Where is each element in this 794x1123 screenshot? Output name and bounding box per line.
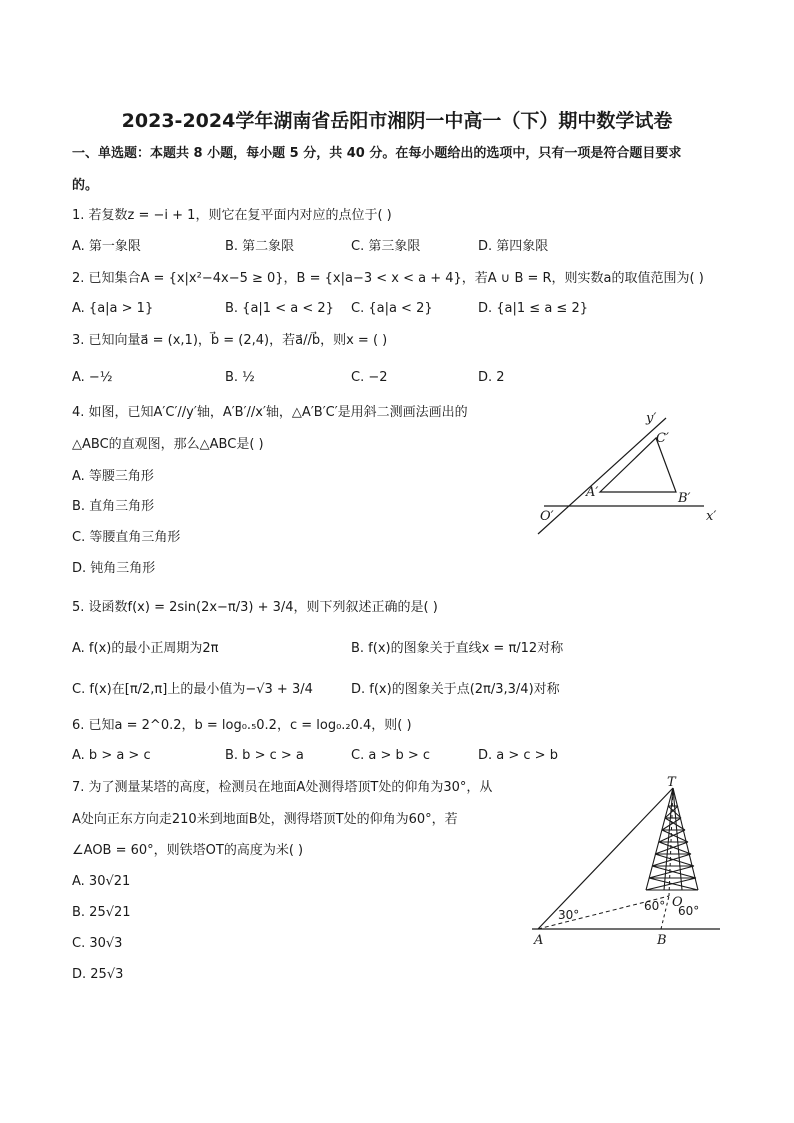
- question-2-option-a: A. {a|a > 1}: [72, 301, 154, 316]
- tower-figure: [528, 772, 728, 950]
- question-7-option-c: C. 30√3: [72, 936, 123, 951]
- question-5-option-c: C. f(x)在[π/2,π]上的最小值为−√3 + 3/4: [72, 682, 313, 697]
- question-1-option-b: B. 第二象限: [225, 239, 295, 254]
- angle-a-label: 30°: [558, 908, 580, 922]
- label-c-prime: C′: [656, 431, 669, 446]
- question-2-stem: 2. 已知集合A = {x|x²−4x−5 ≥ 0}，B = {x|a−3 < x < a + 4}，若A ∪ B = R，则实数a的取值范围为( ): [72, 271, 704, 286]
- label-a-prime: A′: [586, 485, 599, 500]
- question-5-option-b: B. f(x)的图象关于直线x = π/12对称: [351, 641, 564, 656]
- question-7-option-b: B. 25√21: [72, 905, 131, 920]
- question-4-option-c: C. 等腰直角三角形: [72, 530, 181, 545]
- triangle-abc-prime: [600, 438, 676, 492]
- question-1-stem: 1. 若复数z = −i + 1，则它在复平面内对应的点位于( ): [72, 208, 392, 223]
- question-1-option-c: C. 第三象限: [351, 239, 421, 254]
- question-6-stem: 6. 已知a = 2^0.2，b = log₀.₅0.2，c = log₀.₂0.4，则( ): [72, 718, 412, 733]
- question-6-option-a: A. b > a > c: [72, 748, 151, 763]
- oblique-projection-figure: [530, 400, 730, 540]
- question-3-option-b: B. ½: [225, 370, 255, 385]
- angle-b-label: 60°: [644, 899, 666, 913]
- question-4-option-d: D. 钝角三角形: [72, 561, 156, 576]
- question-6-option-d: D. a > c > b: [478, 748, 558, 763]
- tower-icon: [646, 788, 698, 890]
- angle-o-label: 60°: [678, 904, 700, 918]
- question-4-option-b: B. 直角三角形: [72, 499, 155, 514]
- question-7-stem-cont-1: A处向正东方向走210米到地面B处，测得塔顶T处的仰角为60°，若: [72, 812, 458, 827]
- section-heading-cont: 的。: [72, 178, 99, 193]
- label-o-prime: O′: [540, 509, 554, 524]
- question-1-option-d: D. 第四象限: [478, 239, 549, 254]
- question-3-option-d: D. 2: [478, 370, 505, 385]
- question-4-stem-cont: △ABC的直观图，那么△ABC是( ): [72, 437, 264, 452]
- label-x-prime: x′: [706, 509, 717, 524]
- question-7-option-d: D. 25√3: [72, 967, 124, 982]
- question-5-option-d: D. f(x)的图象关于点(2π/3,3/4)对称: [351, 682, 560, 697]
- label-o: O: [672, 895, 683, 910]
- question-7-option-a: A. 30√21: [72, 874, 131, 889]
- question-3-option-c: C. −2: [351, 370, 388, 385]
- label-b: B: [657, 933, 667, 948]
- label-b-prime: B′: [678, 491, 691, 506]
- question-3-stem: 3. 已知向量a⃗ = (x,1)，b⃗ = (2,4)，若a⃗//b⃗，则x = ( ): [72, 333, 388, 348]
- question-2-option-d: D. {a|1 ≤ a ≤ 2}: [478, 301, 588, 316]
- question-6-option-b: B. b > c > a: [225, 748, 304, 763]
- question-2-option-c: C. {a|a < 2}: [351, 301, 433, 316]
- page-title: 2023-2024学年湖南省岳阳市湘阴一中高一（下）期中数学试卷: [121, 110, 673, 132]
- question-7-stem: 7. 为了测量某塔的高度，检测员在地面A处测得塔顶T处的仰角为30°，从: [72, 780, 493, 795]
- question-4-stem: 4. 如图，已知A′C′//y′轴，A′B′//x′轴，△A′B′C′是用斜二测画法画出的: [72, 405, 468, 420]
- label-a: A: [534, 933, 544, 948]
- question-3-option-a: A. −½: [72, 370, 113, 385]
- label-y-prime: y′: [646, 411, 657, 426]
- question-5-option-a: A. f(x)的最小正周期为2π: [72, 641, 219, 656]
- question-5-stem: 5. 设函数f(x) = 2sin(2x−π/3) + 3/4，则下列叙述正确的是( ): [72, 600, 438, 615]
- question-6-option-c: C. a > b > c: [351, 748, 431, 763]
- question-2-option-b: B. {a|1 < a < 2}: [225, 301, 334, 316]
- section-heading: 一、单选题：本题共 8 小题，每小题 5 分，共 40 分。在每小题给出的选项中，只有一项是符合题目要求: [72, 146, 682, 161]
- question-7-stem-cont-2: ∠AOB = 60°，则铁塔OT的高度为米( ): [72, 843, 304, 858]
- y-prime-axis: [538, 418, 666, 534]
- question-1-option-a: A. 第一象限: [72, 239, 141, 254]
- label-t: T: [667, 775, 676, 790]
- question-4-option-a: A. 等腰三角形: [72, 469, 154, 484]
